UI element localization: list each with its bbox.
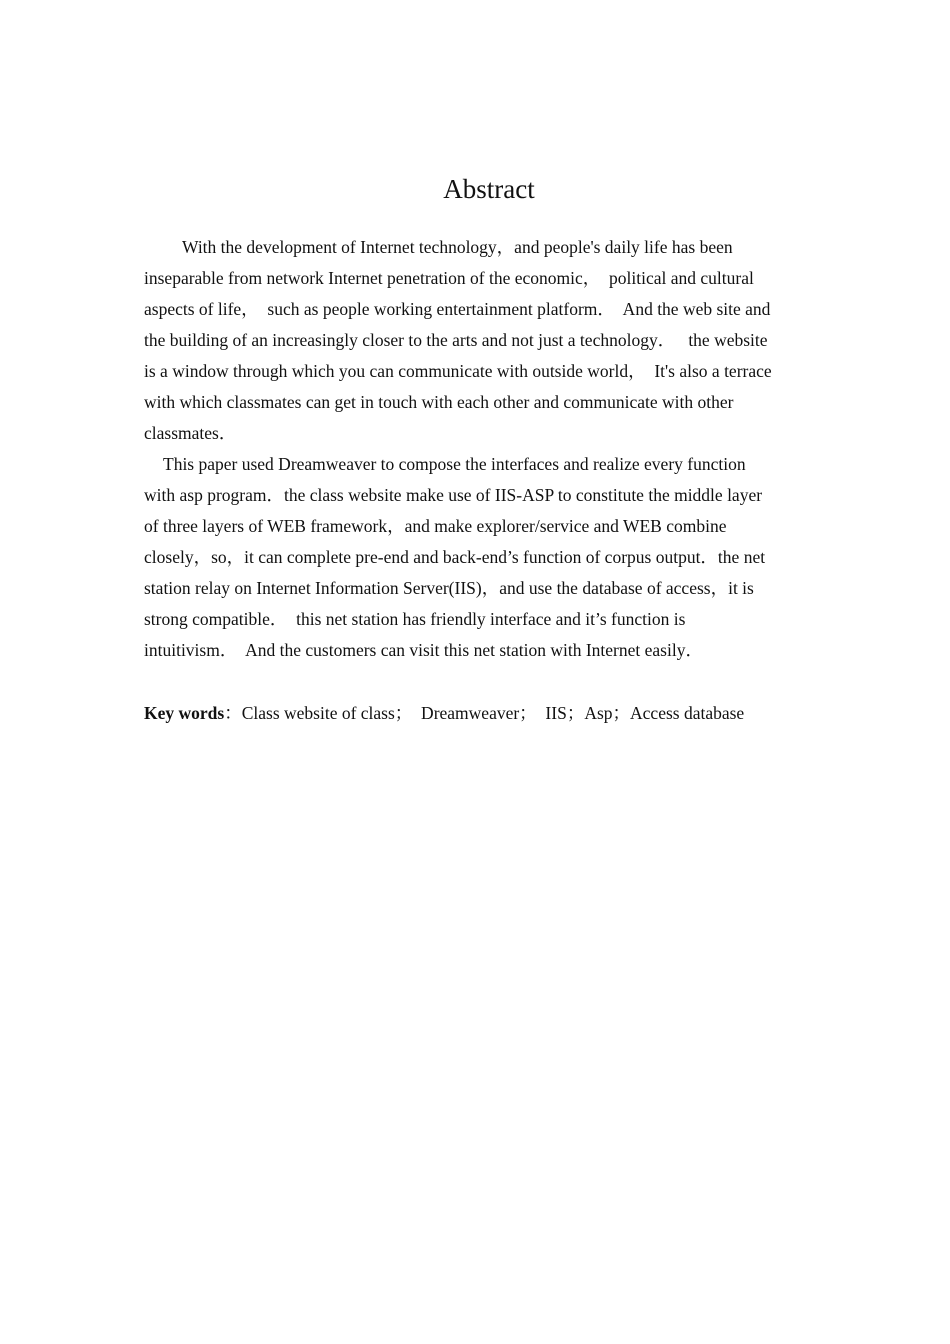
paragraph-line: closely，so，it can complete pre-end and back-end’s function of corpus output．the net bbox=[144, 547, 766, 567]
keywords-line bbox=[144, 698, 844, 729]
paragraph-line: station relay on Internet Information Server(IIS)，and use the database of access，it is bbox=[144, 578, 754, 598]
paragraph-line: is a window through which you can communicate with outside world， It's also a terrace bbox=[144, 361, 772, 381]
paragraph-1 bbox=[144, 232, 834, 449]
paragraph-line: strong compatible． this net station has friendly interface and it’s function is bbox=[144, 609, 686, 629]
abstract-title: Abstract bbox=[443, 174, 535, 204]
paragraph-line: with asp program．the class website make use of IIS-ASP to constitute the middle layer bbox=[144, 485, 763, 505]
paragraph-line: inseparable from network Internet penetration of the economic， political and cultural bbox=[144, 268, 754, 288]
keywords-text: Class website of class； Dreamweaver； IIS；Asp；Access database bbox=[241, 703, 745, 723]
paragraph-line: aspects of life， such as people working entertainment platform． And the web site and bbox=[144, 299, 771, 319]
paragraph-line: with which classmates can get in touch with each other and communicate with other bbox=[144, 392, 734, 412]
paragraph-line: intuitivism． And the customers can visit this net station with Internet easily． bbox=[144, 640, 703, 660]
paragraph-line: This paper used Dreamweaver to compose the interfaces and realize every function bbox=[163, 454, 746, 474]
paragraph-line: With the development of Internet technology，and people's daily life has been bbox=[182, 237, 733, 257]
abstract-body bbox=[144, 232, 834, 666]
keywords-label: Key words bbox=[144, 703, 225, 723]
paragraph-line: of three layers of WEB framework，and make explorer/service and WEB combine bbox=[144, 516, 727, 536]
paragraph-line: the building of an increasingly closer to the arts and not just a technology． the website bbox=[144, 330, 768, 350]
paragraph-2 bbox=[144, 449, 834, 666]
paragraph-line: classmates． bbox=[144, 423, 237, 443]
keywords-separator: ： bbox=[224, 703, 242, 723]
